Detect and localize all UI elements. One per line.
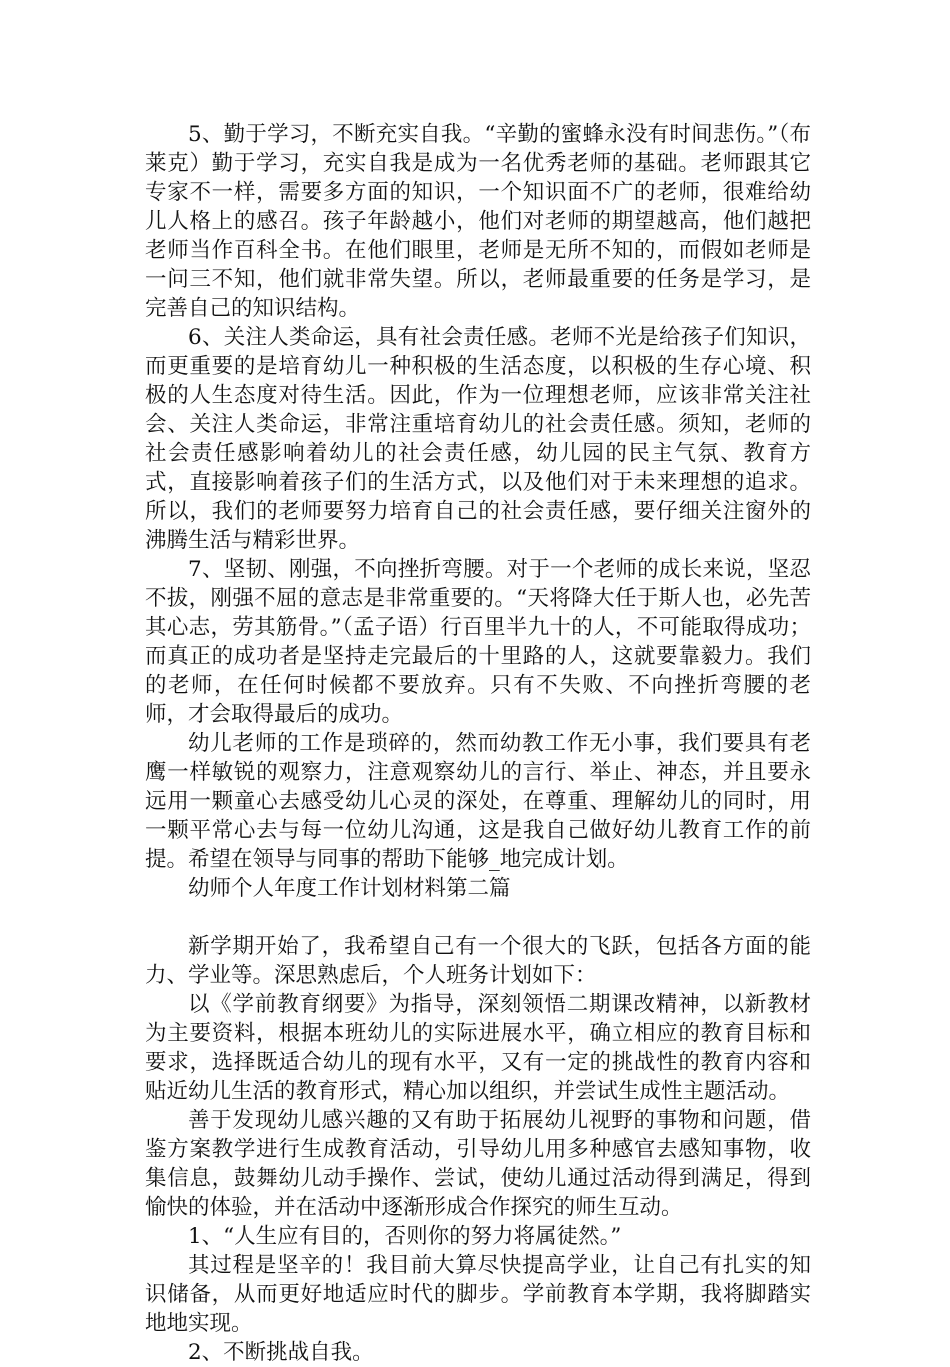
paragraph-process: 其过程是坚辛的！我目前大算尽快提高学业，让自己有扎实的知识储备，从而更好地适应时代的脚步。学前教育本学期，我将脚踏实地地实现。 bbox=[145, 1253, 811, 1336]
paragraph-new-semester: 新学期开始了，我希望自己有一个很大的飞跃，包括各方面的能力、学业等。深思熟虑后，个人班务计划如下： bbox=[145, 934, 811, 988]
paragraph-goal-1: 1、“人生应有目的，否则你的努力将属徒然。” bbox=[188, 1224, 622, 1249]
paragraph-goal-2: 2、不断挑战自我。 bbox=[188, 1340, 374, 1365]
paragraph-conclusion: 幼儿老师的工作是琐碎的，然而幼教工作无小事，我们要具有老鹰一样敏锐的观察力，注意观察幼儿的言行、举止、神态，并且要永远用一颗童心去感受幼儿心灵的深处，在尊重、理解幼儿的同时，用一颗平常心去与每一位幼儿沟通，这是我自己做好幼儿教育工作的前提。希望在领导与同事的帮助下能够_地完成计划。 bbox=[145, 731, 811, 872]
paragraph-social-responsibility: 6、关注人类命运，具有社会责任感。老师不光是给孩子们知识，而更重要的是培育幼儿一种积极的生活态度，以积极的生存心境、积极的人生态度对待生活。因此，作为一位理想老师，应该非常关注社会、关注人类命运，非常注重培育幼儿的社会责任感。须知，老师的社会责任感影响着幼儿的社会责任感，幼儿园的民主气氛、教育方式，直接影响着孩子们的生活方式，以及他们对于未来理想的追求。所以，我们的老师要努力培育自己的社会责任感，要仔细关注窗外的沸腾生活与精彩世界。 bbox=[145, 325, 811, 553]
section-heading: 幼师个人年度工作计划材料第二篇 bbox=[188, 876, 511, 901]
blank-line bbox=[145, 903, 811, 932]
paragraph-guideline: 以《学前教育纲要》为指导，深刻领悟二期课改精神，以新教材为主要资料，根据本班幼儿的实际进展水平，确立相应的教育目标和要求，选择既适合幼儿的现有水平，又有一定的挑战性的教育内容和贴近幼儿生活的教育形式，精心加以组织，并尝试生成性主题活动。 bbox=[145, 992, 811, 1104]
paragraph-learning: 5、勤于学习，不断充实自我。“辛勤的蜜蜂永没有时间悲伤。”（布莱克）勤于学习，充实自我是成为一名优秀老师的基础。老师跟其它专家不一样，需要多方面的知识，一个知识面不广的老师，很难给幼儿人格上的感召。孩子年龄越小，他们对老师的期望越高，他们越把老师当作百科全书。在他们眼里，老师是无所不知的，而假如老师是一问三不知，他们就非常失望。所以，老师最重要的任务是学习，是完善自己的知识结构。 bbox=[145, 122, 811, 321]
document-body bbox=[145, 120, 811, 1367]
paragraph-perseverance: 7、坚韧、刚强，不向挫折弯腰。对于一个老师的成长来说，坚忍不拔，刚强不屈的意志是非常重要的。“天将降大任于斯人也，必先苦其心志，劳其筋骨。”（孟子语）行百里半九十的人，不可能取得成功；而真正的成功者是坚持走完最后的十里路的人，这就要靠毅力。我们的老师，在任何时候都不要放弃。只有不失败、不向挫折弯腰的老师，才会取得最后的成功。 bbox=[145, 557, 811, 727]
paragraph-discovery: 善于发现幼儿感兴趣的又有助于拓展幼儿视野的事物和问题，借鉴方案教学进行生成教育活动，引导幼儿用多种感官去感知事物，收集信息，鼓舞幼儿动手操作、尝试，使幼儿通过活动得到满足，得到愉快的体验，并在活动中逐渐形成合作探究的师生互动。 bbox=[145, 1108, 811, 1220]
